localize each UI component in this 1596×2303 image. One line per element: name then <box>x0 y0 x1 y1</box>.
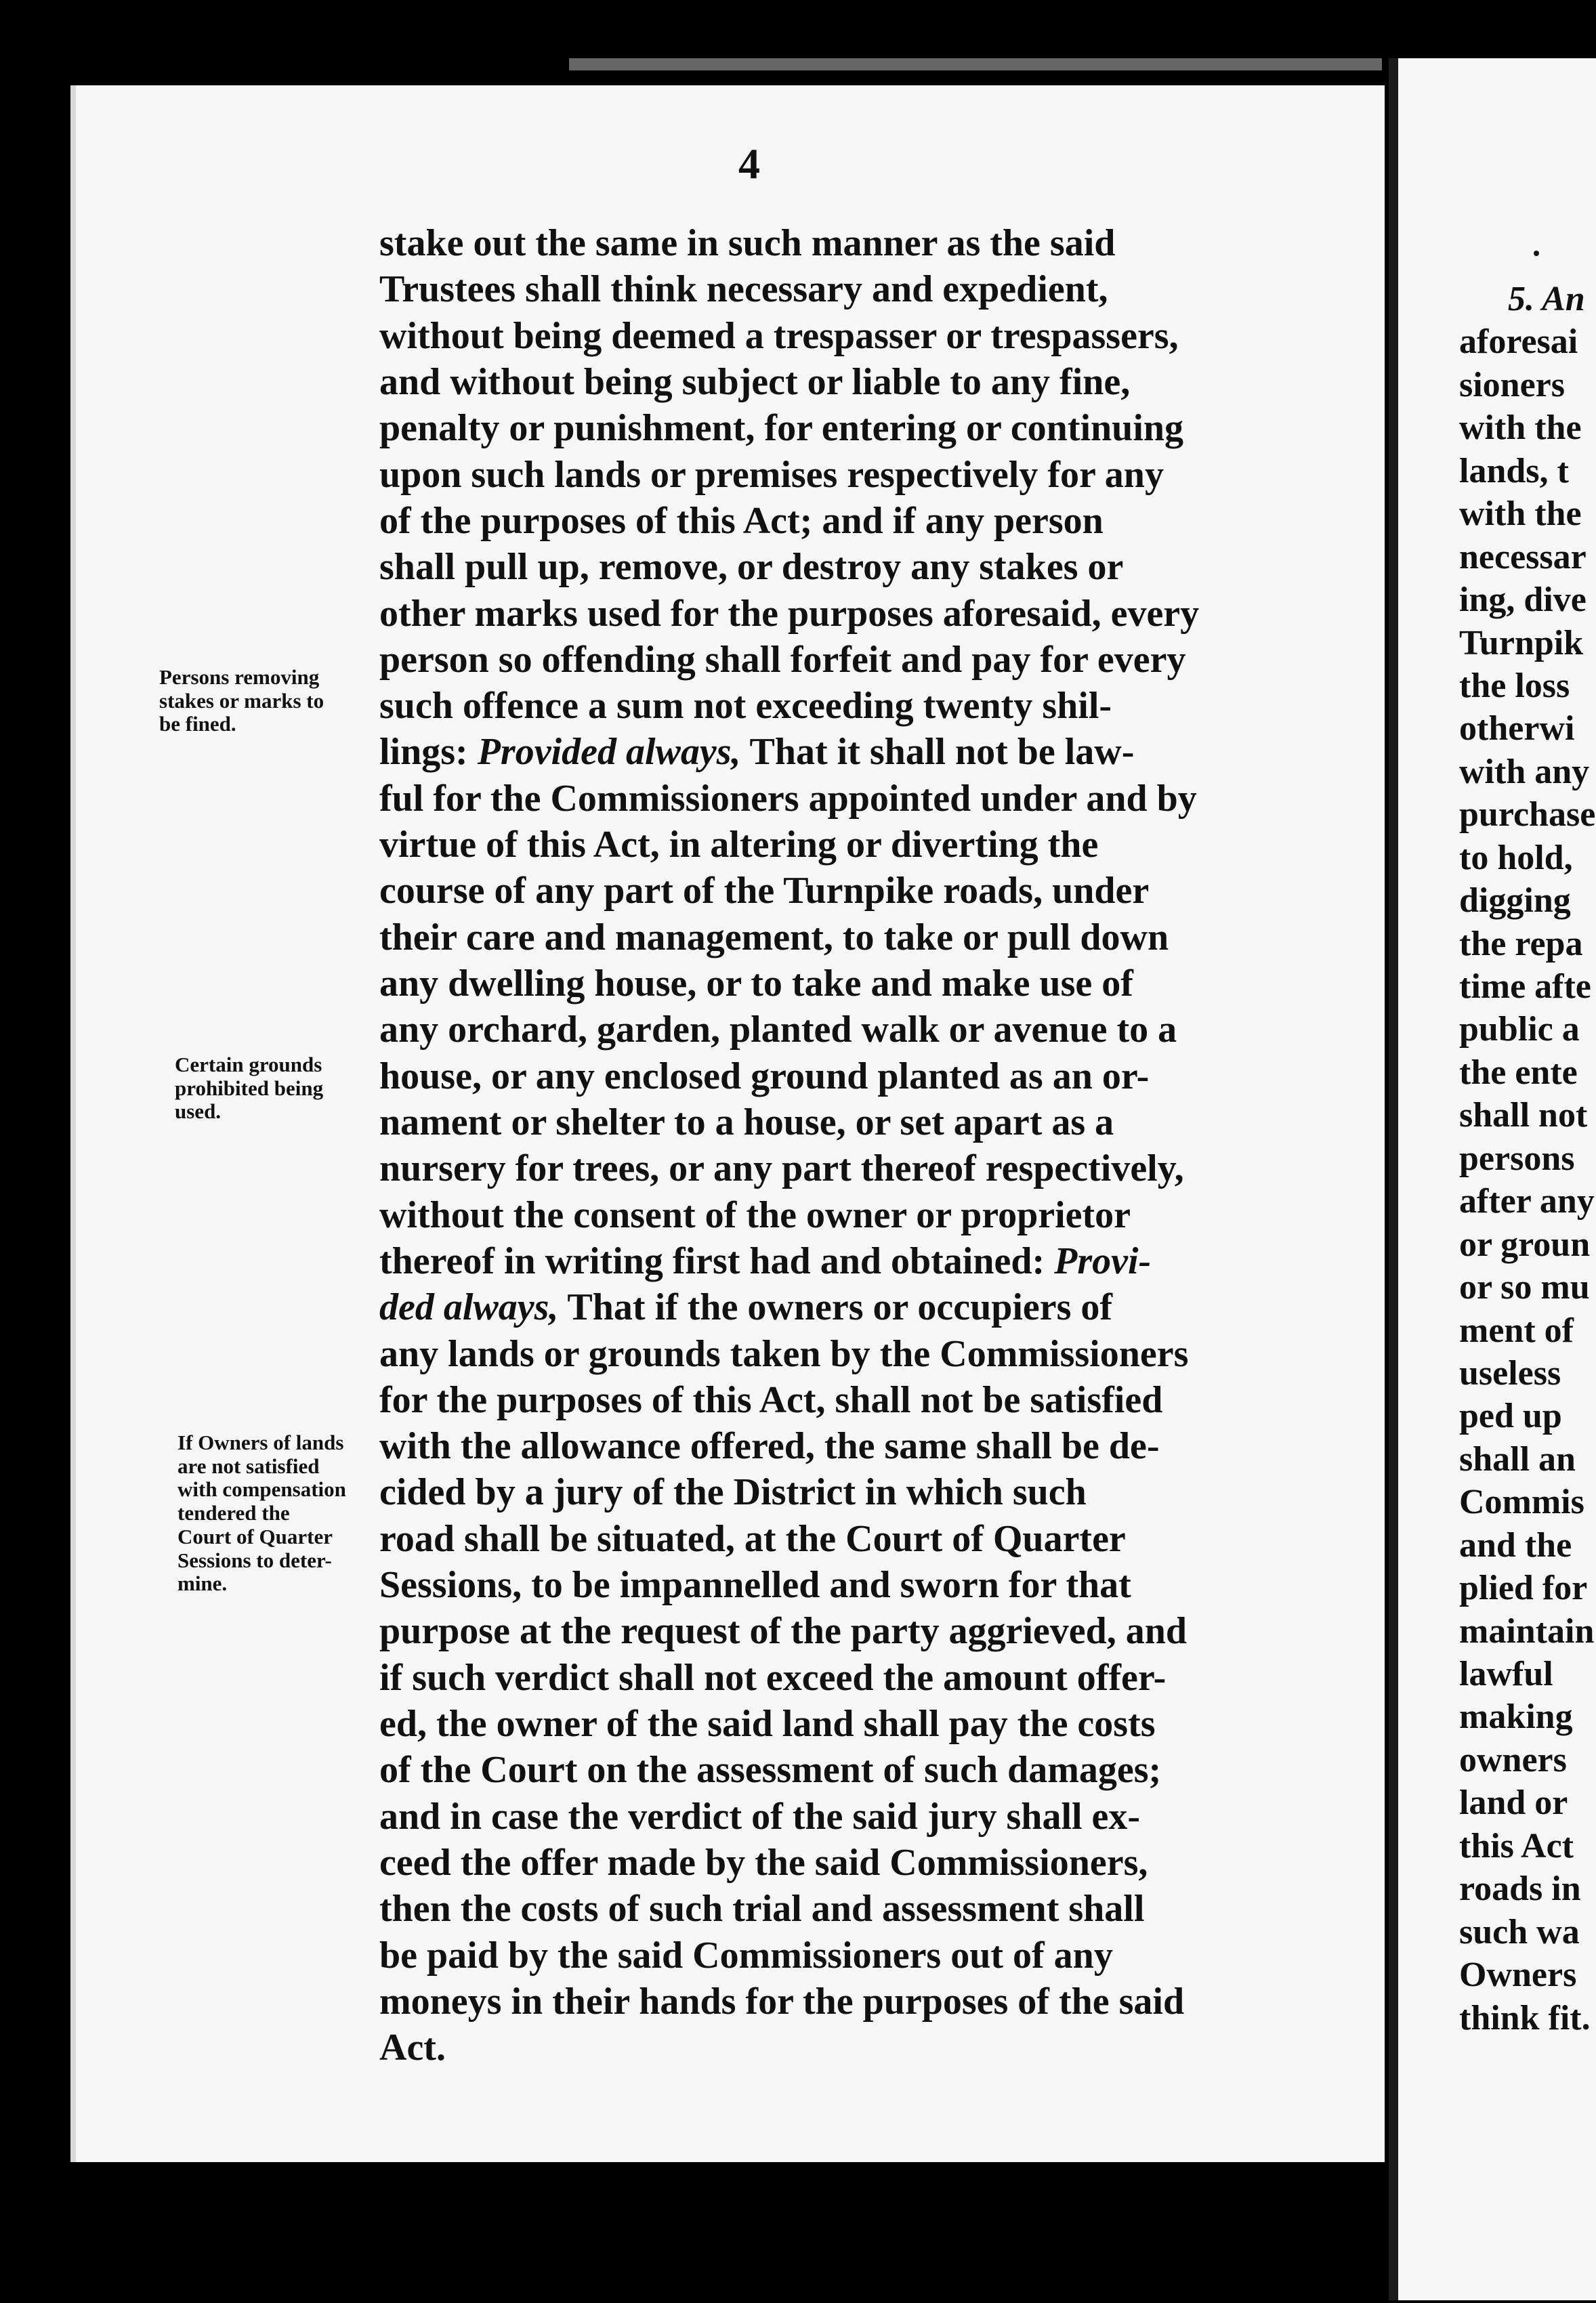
italic-ded-always: ded always, <box>379 1286 559 1329</box>
right-page-line: Commis <box>1459 1483 1584 1522</box>
body-line: road shall be situated, at the Court of Quarter <box>379 1517 1126 1560</box>
right-page-line: time afte <box>1459 967 1591 1006</box>
body-line-provided <box>379 1238 1307 1284</box>
italic-provi: Provi- <box>1054 1240 1152 1282</box>
body-line: cided by a jury of the District in which such <box>379 1471 1087 1514</box>
margin-note-line: be fined. <box>159 712 236 736</box>
body-line-fragment: lings: <box>379 731 468 774</box>
margin-note-line: If Owners of lands <box>177 1431 344 1454</box>
body-line: any dwelling house, or to take and make use of <box>379 963 1133 1005</box>
body-line: ful for the Commissioners appointed under and by <box>379 777 1197 820</box>
right-page-line: necessar <box>1459 537 1587 576</box>
right-page-line: plied for <box>1459 1569 1588 1608</box>
body-line: for the purposes of this Act, shall not be satisfied <box>379 1378 1163 1421</box>
body-line: nursery for trees, or any part thereof respectively, <box>379 1147 1184 1190</box>
body-line: such offence a sum not exceeding twenty shil- <box>379 685 1112 727</box>
margin-note-line: are not satisfied <box>177 1454 320 1478</box>
margin-note-line: mine. <box>177 1571 228 1596</box>
right-page-line: with the <box>1459 494 1582 534</box>
right-page-line: owners <box>1459 1740 1567 1779</box>
body-line: without the consent of the owner or proprietor <box>379 1193 1131 1236</box>
body-line: of the Court on the assessment of such damages; <box>379 1749 1162 1792</box>
right-page-line: this Act <box>1459 1826 1574 1865</box>
body-line: be paid by the said Commissioners out of any <box>379 1934 1113 1977</box>
body-line-fragment: That it shall not be law- <box>749 731 1135 774</box>
body-line: penalty or punishment, for entering or continuing <box>379 407 1184 450</box>
body-line: and in case the verdict of the said jury shall ex- <box>379 1795 1141 1838</box>
right-page-line: after any <box>1459 1182 1595 1221</box>
body-line: of the purposes of this Act; and if any person <box>379 499 1104 542</box>
main-body-text <box>379 220 1307 2071</box>
right-page-line: the loss <box>1459 666 1570 705</box>
right-page-line: otherwi <box>1459 709 1575 748</box>
body-line: ed, the owner of the said land shall pay the costs <box>379 1703 1156 1745</box>
body-line: without being deemed a trespasser or trespassers, <box>379 314 1179 357</box>
body-line: virtue of this Act, in altering or diverting the <box>379 824 1099 866</box>
right-page-line: sioners <box>1459 365 1565 404</box>
body-line: other marks used for the purposes aforesaid, every <box>379 592 1200 635</box>
right-page-line: maintain <box>1459 1611 1595 1651</box>
right-page-partial-text <box>1459 278 1596 2040</box>
right-page-line: purchase <box>1459 795 1596 834</box>
right-page-line: and the <box>1459 1525 1572 1565</box>
right-page-line: persons <box>1459 1139 1575 1178</box>
body-line: and without being subject or liable to any fine, <box>379 360 1131 403</box>
margin-note-line: used. <box>175 1099 222 1124</box>
body-line-provided-always <box>379 729 1307 775</box>
body-line: upon such lands or premises respectively for any <box>379 453 1164 496</box>
body-line-fragment: That if the owners or occupiers of <box>567 1286 1113 1329</box>
right-page-line: ing, dive <box>1459 580 1587 620</box>
margin-note-line: Court of Quarter <box>177 1524 333 1548</box>
body-line: any orchard, garden, planted walk or avenue to a <box>379 1009 1177 1051</box>
right-page-line: lawful <box>1459 1655 1553 1693</box>
body-line-fragment: thereof in writing first had and obtained: <box>379 1240 1045 1282</box>
right-page-line: ped up <box>1459 1397 1562 1436</box>
right-page-heading: 5. An <box>1508 280 1585 318</box>
right-page-line: to hold, <box>1459 838 1573 877</box>
right-page-line: with any <box>1459 752 1590 791</box>
right-page-line: roads in <box>1459 1869 1581 1909</box>
body-line: ceed the offer made by the said Commissioners, <box>379 1841 1148 1884</box>
margin-note-line: stakes or marks to <box>159 688 324 713</box>
right-page-line: useless <box>1459 1353 1561 1393</box>
right-page-line: or groun <box>1459 1225 1591 1264</box>
right-page-line: making <box>1459 1697 1573 1737</box>
body-line: shall pull up, remove, or destroy any stakes or <box>379 546 1124 589</box>
margin-note-line: Sessions to deter- <box>177 1548 332 1572</box>
margin-note-line: tendered the <box>177 1501 290 1525</box>
right-page-line: shall not <box>1459 1096 1588 1135</box>
body-line: stake out the same in such manner as the said <box>379 222 1116 264</box>
body-line: with the allowance offered, the same shall be de- <box>379 1425 1160 1468</box>
right-page-line: public a <box>1459 1010 1580 1049</box>
right-page-line: Turnpik <box>1459 623 1584 662</box>
body-line: moneys in their hands for the purposes of the said <box>379 1980 1185 2023</box>
right-page-line: ment of <box>1459 1311 1574 1350</box>
body-line: person so offending shall forfeit and pay for every <box>379 638 1186 681</box>
right-page-line: the ente <box>1459 1053 1578 1092</box>
right-page-line: aforesai <box>1459 322 1578 362</box>
right-page-line: lands, t <box>1459 451 1569 490</box>
body-line: then the costs of such trial and assessment shall <box>379 1888 1145 1930</box>
right-page-line: Owners <box>1459 1956 1577 1995</box>
right-page-line: or so mu <box>1459 1268 1590 1307</box>
printed-dot <box>1534 251 1539 256</box>
margin-note-line: Certain grounds <box>175 1053 322 1076</box>
body-line: nament or shelter to a house, or set apart as a <box>379 1101 1114 1143</box>
right-page-line: land or <box>1459 1783 1568 1823</box>
body-line: course of any part of the Turnpike roads, under <box>379 870 1150 912</box>
body-line: Sessions, to be impannelled and sworn for that <box>379 1564 1131 1607</box>
right-page-line: with the <box>1459 408 1582 448</box>
body-line: house, or any enclosed ground planted as an or- <box>379 1055 1150 1097</box>
right-page-line: digging <box>1459 881 1571 921</box>
right-page-line: shall an <box>1459 1439 1576 1479</box>
body-line: their care and management, to take or pull down <box>379 916 1169 958</box>
right-page-line: such wa <box>1459 1912 1580 1951</box>
page-number: 4 <box>738 140 760 188</box>
page-edge-shadow <box>569 58 1382 70</box>
body-line: any lands or grounds taken by the Commissioners <box>379 1332 1189 1375</box>
body-line: Trustees shall think necessary and expedient, <box>379 268 1108 311</box>
body-line: Act. <box>379 2027 446 2069</box>
body-line: purpose at the request of the party aggrieved, and <box>379 1610 1188 1653</box>
right-page-line: think fit. <box>1459 1998 1591 2037</box>
body-line: if such verdict shall not exceed the amount offer- <box>379 1656 1167 1699</box>
right-page-line: the repa <box>1459 924 1583 963</box>
margin-note-certain-grounds <box>175 1053 392 1124</box>
body-line-ded-always <box>379 1284 1307 1330</box>
margin-note-line: Persons removing <box>159 665 320 689</box>
margin-note-line: with compensation <box>177 1477 346 1502</box>
italic-provided-always: Provided always, <box>477 731 741 774</box>
margin-note-line: prohibited being <box>175 1076 324 1100</box>
